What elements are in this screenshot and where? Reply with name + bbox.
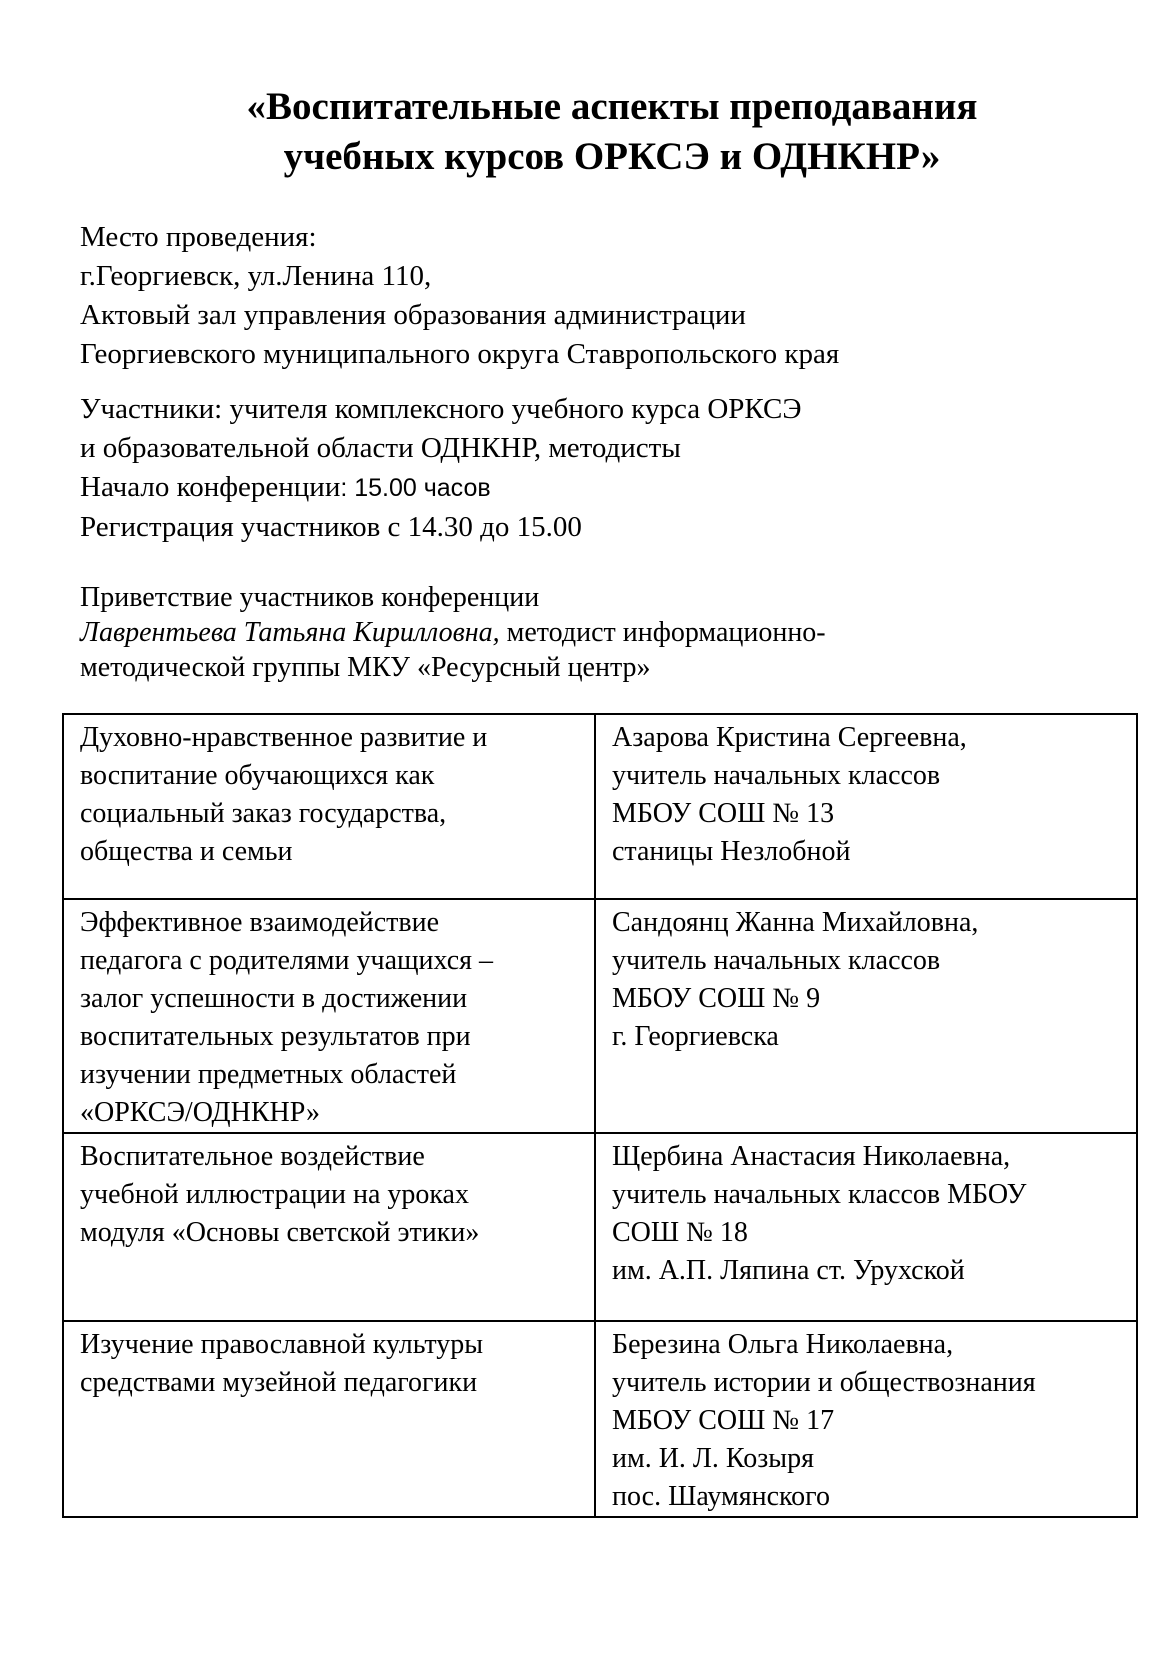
speaker-line: им. И. Л. Козыря xyxy=(612,1443,814,1474)
page-title xyxy=(0,82,1169,182)
start-time: : 15.00 часов xyxy=(340,474,491,502)
topic-line: социальный заказ государства, xyxy=(80,798,447,829)
speaker-line: СОШ № 18 xyxy=(612,1217,748,1248)
topic-line: изучении предметных областей xyxy=(80,1059,457,1090)
speaker-line: г. Георгиевска xyxy=(612,1021,779,1052)
topic-line: Духовно-нравственное развитие и xyxy=(80,722,488,753)
speaker-line: им. А.П. Ляпина ст. Урухской xyxy=(612,1255,965,1286)
speaker-line: учитель начальных классов xyxy=(612,760,941,791)
title-line-2: учебных курсов ОРКСЭ и ОДНКНР» xyxy=(283,135,941,178)
speaker-line: МБОУ СОШ № 9 xyxy=(612,983,821,1014)
speaker-line: Сандоянц Жанна Михайловна, xyxy=(612,907,979,938)
table-row xyxy=(63,899,1137,1133)
topic-line: средствами музейной педагогики xyxy=(80,1367,478,1398)
greeting-speaker-line xyxy=(80,615,826,650)
title-line-1: «Воспитательные аспекты преподавания xyxy=(246,85,978,128)
participants-line-1: Участники: учителя комплексного учебного курса ОРКСЭ xyxy=(80,393,802,425)
table-row xyxy=(63,714,1137,899)
venue-section xyxy=(80,218,839,374)
topic-line: учебной иллюстрации на уроках xyxy=(80,1179,469,1210)
table-row xyxy=(63,1133,1137,1321)
speaker-line: учитель истории и обществознания xyxy=(612,1367,1036,1398)
start-time-line xyxy=(80,468,802,508)
table-row xyxy=(63,1321,1137,1517)
topic-line: модуля «Основы светской этики» xyxy=(80,1217,480,1248)
topic-line: воспитательных результатов при xyxy=(80,1021,471,1052)
topic-cell xyxy=(63,714,595,899)
greeting-speaker-role: методист информационно- xyxy=(499,617,826,648)
topic-line: Изучение православной культуры xyxy=(80,1329,484,1360)
info-section xyxy=(80,390,802,547)
venue-hall: Актовый зал управления образования администрации xyxy=(80,299,746,331)
speaker-line: МБОУ СОШ № 17 xyxy=(612,1405,835,1436)
speaker-line: станицы Незлобной xyxy=(612,836,851,867)
speaker-line: учитель начальных классов МБОУ xyxy=(612,1179,1027,1210)
speaker-cell xyxy=(595,899,1137,1133)
speaker-line: МБОУ СОШ № 13 xyxy=(612,798,835,829)
speaker-line: Азарова Кристина Сергеевна, xyxy=(612,722,967,753)
venue-address: г.Георгиевск, ул.Ленина 110, xyxy=(80,260,432,292)
speaker-line: учитель начальных классов xyxy=(612,945,941,976)
topic-line: «ОРКСЭ/ОДНКНР» xyxy=(80,1097,321,1128)
program-table xyxy=(62,713,1138,1518)
venue-label: Место проведения: xyxy=(80,221,317,253)
topic-line: педагога с родителями учащихся – xyxy=(80,945,494,976)
topic-line: общества и семьи xyxy=(80,836,293,867)
speaker-line: пос. Шаумянского xyxy=(612,1481,830,1512)
topic-line: Воспитательное воздействие xyxy=(80,1141,425,1172)
speaker-line: Березина Ольга Николаевна, xyxy=(612,1329,954,1360)
speaker-line: Щербина Анастасия Николаевна, xyxy=(612,1141,1011,1172)
greeting-title: Приветствие участников конференции xyxy=(80,582,540,613)
topic-line: залог успешности в достижении xyxy=(80,983,468,1014)
greeting-speaker-name: Лаврентьева Татьяна Кирилловна, xyxy=(80,617,500,648)
greeting-section xyxy=(80,580,826,685)
speaker-cell xyxy=(595,1133,1137,1321)
venue-district: Георгиевского муниципального округа Ставропольского края xyxy=(80,338,840,370)
topic-cell xyxy=(63,899,595,1133)
topic-cell xyxy=(63,1133,595,1321)
participants-line-2: и образовательной области ОДНКНР, методисты xyxy=(80,432,681,464)
registration-line: Регистрация участников с 14.30 до 15.00 xyxy=(80,511,582,543)
speaker-cell xyxy=(595,1321,1137,1517)
topic-line: Эффективное взаимодействие xyxy=(80,907,440,938)
speaker-cell xyxy=(595,714,1137,899)
greeting-speaker-role-cont: методической группы МКУ «Ресурсный центр» xyxy=(80,652,651,683)
topic-cell xyxy=(63,1321,595,1517)
topic-line: воспитание обучающихся как xyxy=(80,760,435,791)
start-label: Начало конференции xyxy=(80,471,341,503)
